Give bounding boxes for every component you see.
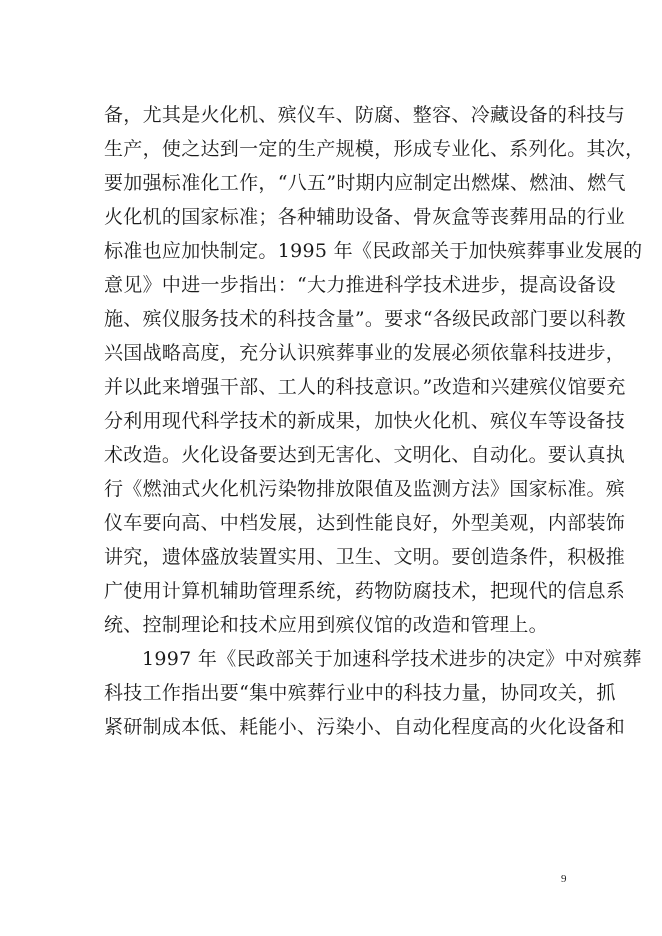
text-line: 分利用现代科学技术的新成果，加快火化机、殡仪车等设备技 [104, 410, 626, 432]
page-number: 9 [561, 873, 567, 885]
text-line: 施、殡仪服务技术的科技含量”。要求“各级民政部门要以科教 [104, 308, 626, 330]
text-line: 讲究，遗体盛放装置实用、卫生、文明。要创造条件，积极推 [104, 546, 626, 568]
text-line: 并以此来增强干部、工人的科技意识。”改造和兴建殡仪馆要充 [104, 376, 626, 398]
text-line: 火化机的国家标准；各种辅助设备、骨灰盒等丧葬用品的行业 [104, 206, 626, 228]
text-line: 行《燃油式火化机污染物排放限值及监测方法》国家标准。殡 [104, 478, 626, 500]
text-line: 要加强标准化工作，“八五”时期内应制定出燃煤、燃油、燃气 [104, 172, 626, 194]
text-line: 术改造。火化设备要达到无害化、文明化、自动化。要认真执 [104, 444, 626, 466]
paragraph-first-line: 1997 年《民政部关于加速科学技术进步的决定》中对殡葬 [142, 648, 642, 670]
text-line: 统、控制理论和技术应用到殡仪馆的改造和管理上。 [104, 614, 548, 636]
text-line: 仪车要向高、中档发展，达到性能良好，外型美观，内部装饰 [104, 512, 626, 534]
text-line: 广使用计算机辅助管理系统，药物防腐技术，把现代的信息系 [104, 580, 626, 602]
text-line: 生产，使之达到一定的生产规模，形成专业化、系列化。其次， [104, 138, 645, 160]
text-line: 紧研制成本低、耗能小、污染小、自动化程度高的火化设备和 [104, 716, 626, 738]
text-line: 意见》中进一步指出：“大力推进科学技术进步，提高设备设 [104, 274, 616, 296]
body-text [104, 98, 645, 744]
text-line: 标准也应加快制定。1995 年《民政部关于加快殡葬事业发展的 [104, 240, 643, 262]
text-line: 备，尤其是火化机、殡仪车、防腐、整容、冷藏设备的科技与 [104, 104, 626, 126]
text-line: 兴国战略高度，充分认识殡葬事业的发展必须依靠科技进步， [104, 342, 626, 364]
text-line: 科技工作指出要“集中殡葬行业中的科技力量，协同攻关，抓 [104, 682, 616, 704]
